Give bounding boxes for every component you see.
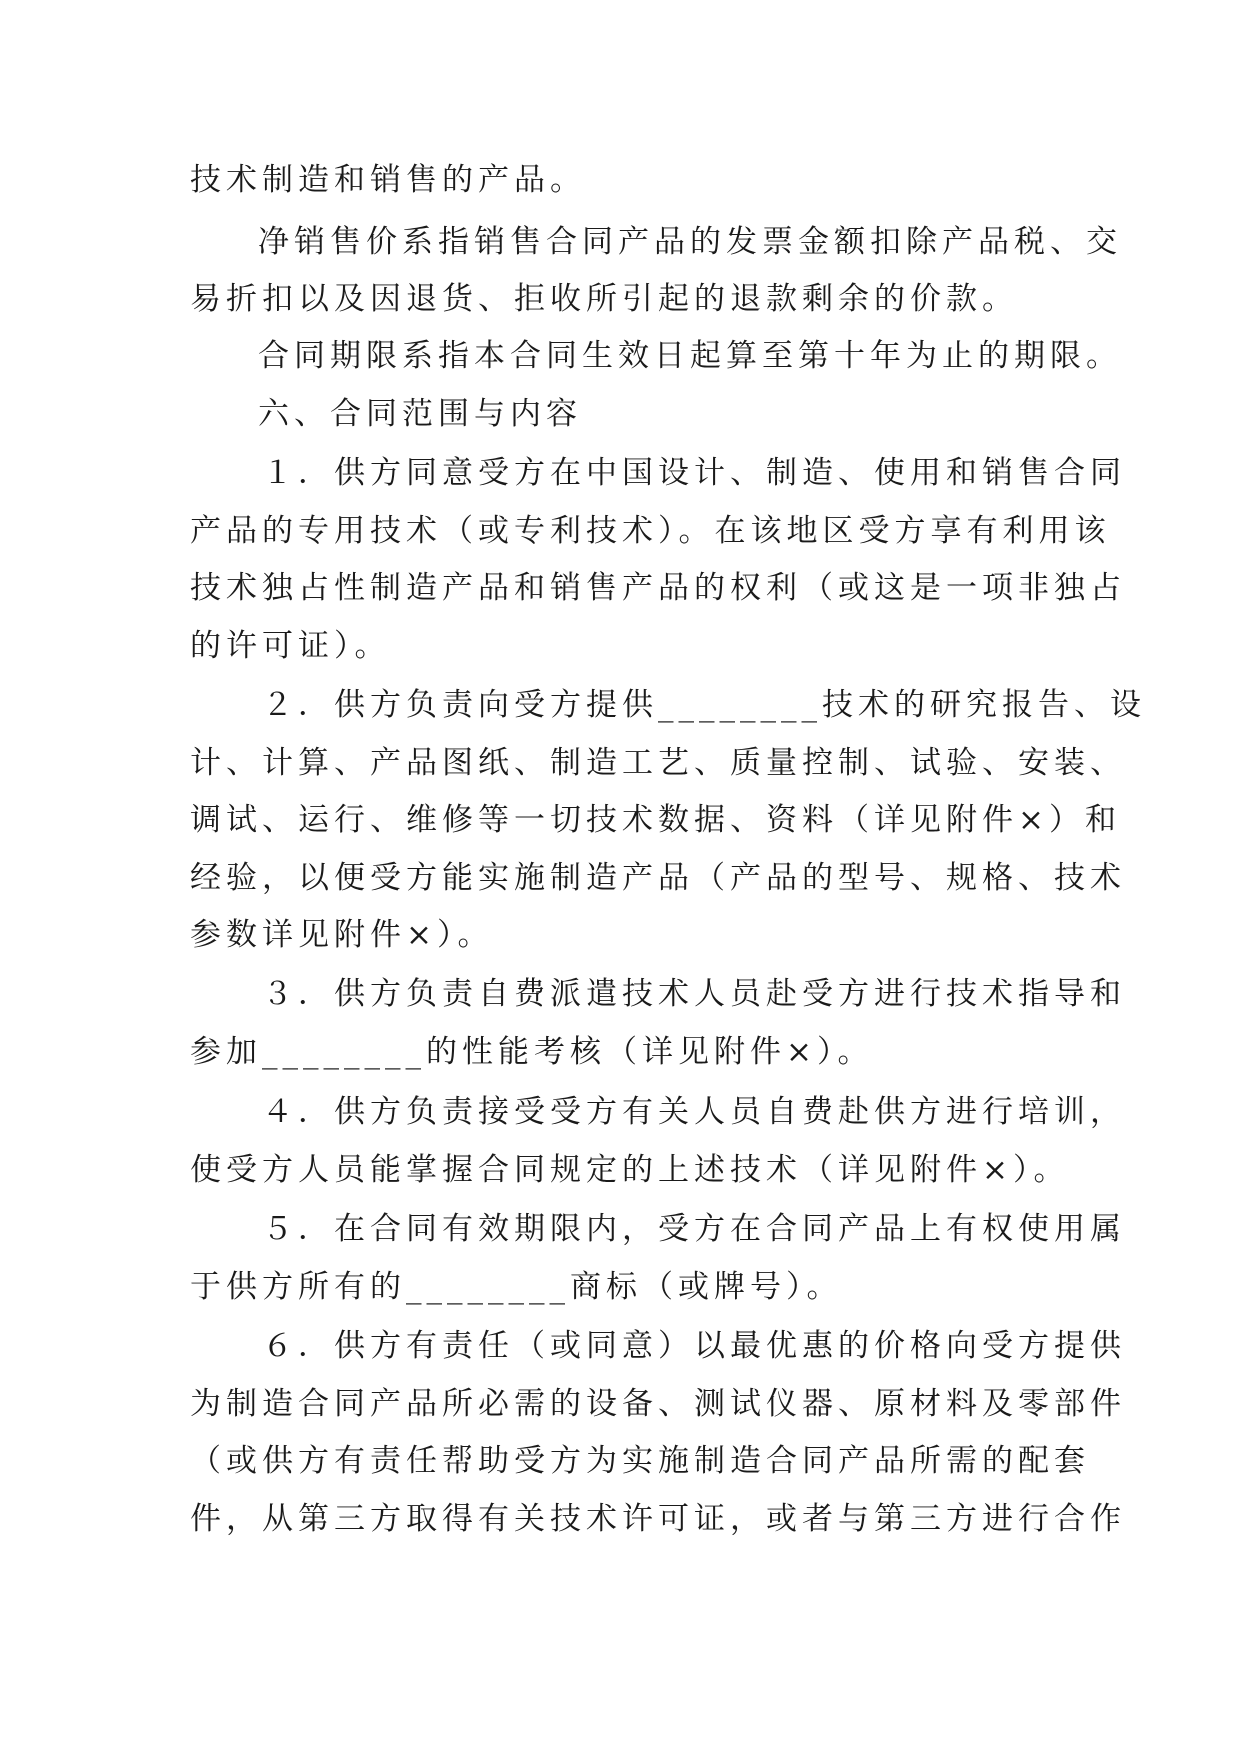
text-line: 技术独占性制造产品和销售产品的权利（或这是一项非独占 bbox=[190, 570, 1126, 606]
text-line: 产品的专用技术（或专利技术）。在该地区受方享有利用该 bbox=[190, 513, 1111, 549]
text-line: 为制造合同产品所必需的设备、测试仪器、原材料及零部件 bbox=[190, 1386, 1126, 1422]
text-line: 合同期限系指本合同生效日起算至第十年为止的期限。 bbox=[258, 338, 1122, 374]
text-line: 计、计算、产品图纸、制造工艺、质量控制、试验、安装、 bbox=[190, 745, 1126, 781]
text-line: 使受方人员能掌握合同规定的上述技术（详见附件×）。 bbox=[190, 1152, 1070, 1188]
text-line: １．供方同意受方在中国设计、制造、使用和销售合同 bbox=[262, 455, 1126, 491]
text-line: ３．供方负责自费派遣技术人员赴受方进行技术指导和 bbox=[262, 976, 1126, 1012]
text-line: 调试、运行、维修等一切技术数据、资料（详见附件×）和 bbox=[190, 802, 1121, 838]
text-line: 经验，以便受方能实施制造产品（产品的型号、规格、技术 bbox=[190, 860, 1126, 896]
text-line: 件，从第三方取得有关技术许可证，或者与第三方进行合作 bbox=[190, 1501, 1126, 1537]
text-line: 技术制造和销售的产品。 bbox=[190, 162, 586, 198]
section-heading: 六、合同范围与内容 bbox=[258, 396, 582, 432]
text-line: 易折扣以及因退货、拒收所引起的退款剩余的价款。 bbox=[190, 281, 1018, 317]
text-line: 于供方所有的________商标（或牌号）。 bbox=[190, 1269, 843, 1305]
text-line: ４．供方负责接受受方有关人员自费赴供方进行培训， bbox=[262, 1094, 1126, 1130]
text-line: 参加________的性能考核（详见附件×）。 bbox=[190, 1034, 874, 1070]
text-line: ５．在合同有效期限内，受方在合同产品上有权使用属 bbox=[262, 1211, 1126, 1247]
text-line: 净销售价系指销售合同产品的发票金额扣除产品税、交 bbox=[258, 224, 1122, 260]
text-line: ６．供方有责任（或同意）以最优惠的价格向受方提供 bbox=[262, 1328, 1126, 1364]
text-line: 的许可证）。 bbox=[190, 628, 391, 664]
text-line: 参数详见附件×）。 bbox=[190, 917, 494, 953]
text-line: （或供方有责任帮助受方为实施制造合同产品所需的配套 bbox=[190, 1443, 1090, 1479]
text-line: ２．供方负责向受方提供________技术的研究报告、设 bbox=[262, 687, 1146, 723]
